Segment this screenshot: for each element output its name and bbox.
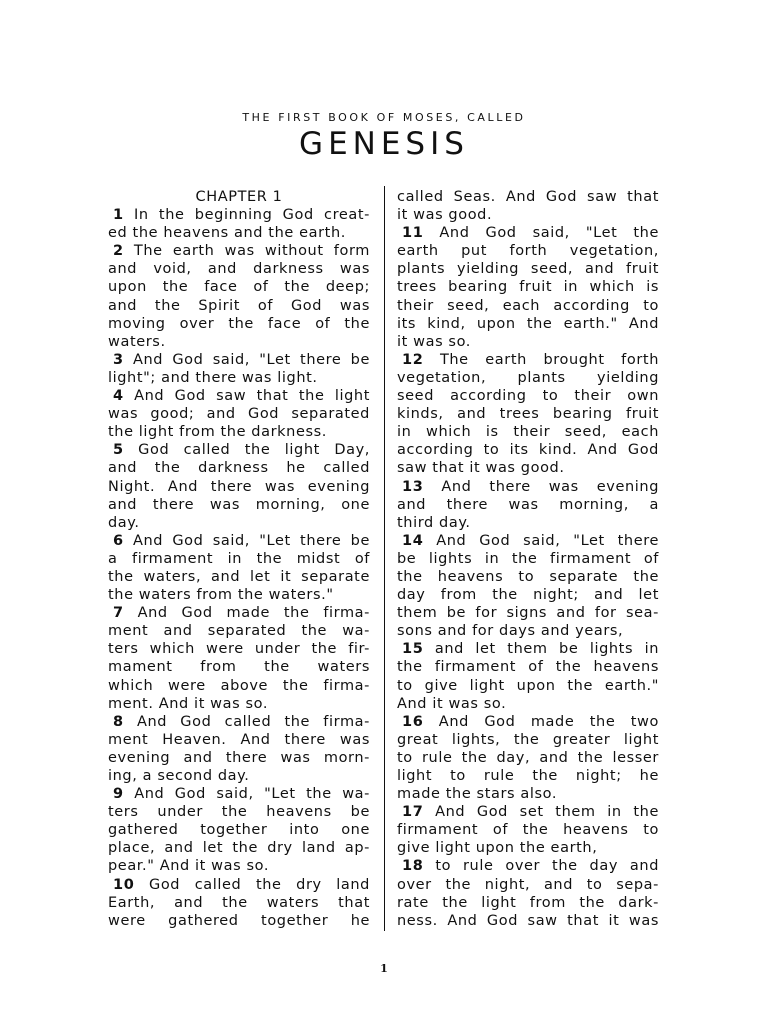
text-column-left (108, 188, 370, 930)
verse-start-line (397, 532, 659, 550)
verse-start-line (397, 351, 659, 369)
text-line (108, 803, 370, 821)
verse-text: to give light upon the earth." (397, 677, 659, 694)
text-line (108, 695, 370, 713)
verse-text: and let them be lights in (434, 641, 659, 658)
verse-number: 1 (113, 207, 124, 224)
text-line (397, 333, 659, 351)
verse-text: over the night, and to sepa- (397, 876, 659, 893)
verse-text: them be for signs and for sea- (397, 605, 659, 622)
text-line (108, 260, 370, 278)
verse-number: 8 (113, 713, 124, 730)
text-line (397, 242, 659, 260)
verse-start-line (108, 387, 370, 405)
verse-text: vegetation, plants yielding (397, 369, 659, 386)
verse-text: plants yielding seed, and fruit (397, 261, 659, 278)
text-line (108, 622, 370, 640)
text-line (108, 749, 370, 767)
verse-text: ters which were under the fir- (108, 641, 370, 658)
verse-text: saw that it was good. (397, 460, 565, 477)
text-line (108, 912, 370, 930)
text-line (397, 785, 659, 803)
verse-text: firmament of the heavens to (397, 822, 659, 839)
verse-text: gathered together into one (108, 822, 370, 839)
verse-text: it was so. (397, 333, 472, 350)
verse-text: moving over the face of the (108, 315, 370, 332)
verse-text: day. (108, 514, 140, 531)
verse-start-line (108, 206, 370, 224)
verse-text: ment Heaven. And there was (108, 731, 370, 748)
verse-number: 9 (113, 786, 124, 803)
verse-number: 17 (402, 804, 424, 821)
text-line (108, 423, 370, 441)
verse-text: And there was evening (441, 478, 659, 495)
verse-number: 18 (402, 858, 424, 875)
verse-text: place, and let the dry land ap- (108, 840, 370, 857)
verse-text: sons and for days and years, (397, 623, 624, 640)
book-subtitle: THE FIRST BOOK OF MOSES, CALLED (242, 111, 526, 124)
text-line (108, 731, 370, 749)
text-line (397, 622, 659, 640)
verse-start-line (397, 713, 659, 731)
verse-text: evening and there was morn- (108, 749, 370, 766)
verse-text: in which is their seed, each (397, 424, 659, 441)
verse-start-line (397, 224, 659, 242)
verse-text: which were above the firma- (108, 677, 370, 694)
text-line (108, 658, 370, 676)
verse-text: light to rule the night; he (397, 768, 659, 784)
verse-number: 3 (113, 351, 124, 368)
verse-text: made the stars also. (397, 786, 558, 803)
text-line (397, 821, 659, 839)
verse-text: it was good. (397, 207, 493, 224)
verse-number: 10 (113, 876, 135, 893)
verse-text: third day. (397, 514, 471, 531)
verse-text: the waters, and let it separate (108, 568, 370, 585)
text-line (397, 496, 659, 514)
verse-text: God called the dry land (149, 876, 370, 893)
verse-start-line (397, 803, 659, 821)
verse-text: and the Spirit of God was (108, 297, 370, 314)
verse-start-line (397, 640, 659, 658)
verse-text: seed according to their own (397, 388, 659, 405)
text-line (108, 640, 370, 658)
column-divider (384, 186, 385, 931)
verse-start-line (108, 441, 370, 459)
verse-start-line (108, 785, 370, 803)
verse-start-line (108, 532, 370, 550)
text-line (108, 459, 370, 477)
verse-text: And God set them in the (435, 804, 659, 821)
verse-text: be lights in the firmament of (397, 550, 659, 567)
verse-text: And God saw that the light (134, 388, 370, 405)
verse-start-line (108, 713, 370, 731)
text-line (397, 405, 659, 423)
verse-number: 12 (402, 351, 424, 368)
verse-number: 11 (402, 225, 424, 242)
text-line (108, 478, 370, 496)
verse-text: waters. (108, 333, 166, 350)
verse-number: 16 (402, 713, 424, 730)
verse-text: ment and separated the wa- (108, 623, 370, 640)
text-line (397, 369, 659, 387)
verse-start-line (108, 351, 370, 369)
verse-text: to rule the day, and the lesser (397, 749, 659, 766)
verse-text: the firmament of the heavens (397, 659, 659, 676)
verse-text: were gathered together he (108, 912, 370, 929)
verse-text: The earth was without form (133, 243, 370, 260)
verse-text: give light upon the earth, (397, 840, 598, 857)
chapter-heading: CHAPTER 1 (195, 189, 283, 205)
verse-text: and there was morning, one (108, 496, 370, 513)
verse-text: And God called the firma- (136, 713, 370, 730)
text-line (108, 839, 370, 857)
verse-number: 15 (402, 641, 424, 658)
text-line (397, 297, 659, 315)
verse-text: And God said, "Let there (436, 532, 659, 549)
text-line (397, 695, 659, 713)
verse-number: 2 (113, 243, 124, 260)
verse-text: ment. And it was so. (108, 695, 269, 712)
text-line (108, 333, 370, 351)
verse-text: and void, and darkness was (108, 261, 370, 278)
verse-text: the heavens to separate the (397, 568, 659, 585)
verse-text: ters under the heavens be (108, 804, 370, 821)
verse-text: ing, a second day. (108, 768, 250, 784)
verse-start-line (108, 876, 370, 894)
text-line (108, 224, 370, 242)
text-line (108, 894, 370, 912)
verse-text: earth put forth vegetation, (397, 243, 659, 260)
verse-text: their seed, each according to (397, 297, 659, 314)
verse-text: And God said, "Let there be (132, 532, 370, 549)
verse-text: ed the heavens and the earth. (108, 225, 346, 242)
verse-text: light"; and there was light. (108, 369, 318, 386)
verse-text: and there was morning, a (397, 496, 659, 513)
verse-text: And God said, "Let the wa- (134, 786, 370, 803)
text-line (397, 658, 659, 676)
text-line (397, 514, 659, 532)
text-line (108, 514, 370, 532)
text-line (397, 839, 659, 857)
page-number: 1 (380, 962, 388, 975)
text-line (397, 387, 659, 405)
verse-number: 14 (402, 532, 424, 549)
text-line (397, 731, 659, 749)
verse-text: was good; and God separated (108, 406, 370, 423)
verse-text: to rule over the day and (435, 858, 659, 875)
verse-text: its kind, upon the earth." And (397, 315, 659, 332)
verse-number: 13 (402, 478, 424, 495)
verse-text: day from the night; and let (397, 587, 659, 604)
text-line (397, 767, 659, 785)
verse-text: trees bearing fruit in which is (397, 279, 659, 296)
text-line (108, 550, 370, 568)
verse-text: and the darkness he called (108, 460, 370, 477)
text-line (397, 278, 659, 296)
verse-number: 4 (113, 388, 124, 405)
text-line (397, 423, 659, 441)
text-line (397, 315, 659, 333)
verse-text: And God made the two (438, 713, 659, 730)
verse-text: kinds, and trees bearing fruit (397, 406, 659, 423)
text-line (397, 260, 659, 278)
verse-text: rate the light from the dark- (397, 894, 659, 911)
text-line (397, 894, 659, 912)
text-line (108, 496, 370, 514)
text-line (108, 677, 370, 695)
verse-text: And God made the firma- (137, 605, 370, 622)
text-line (108, 568, 370, 586)
text-line (108, 857, 370, 875)
text-line (397, 912, 659, 930)
verse-text: pear." And it was so. (108, 858, 270, 875)
text-line (397, 188, 659, 206)
verse-number: 6 (113, 532, 124, 549)
verse-start-line (397, 857, 659, 875)
text-line (397, 586, 659, 604)
verse-text: the waters from the waters." (108, 587, 334, 604)
text-line (108, 369, 370, 387)
verse-text: the light from the darkness. (108, 424, 327, 441)
text-line (108, 405, 370, 423)
verse-text: ness. And God saw that it was (397, 912, 659, 929)
verse-text: The earth brought forth (439, 351, 659, 368)
verse-number: 5 (113, 442, 124, 459)
verse-text: upon the face of the deep; (108, 279, 370, 296)
book-title: GENESIS (299, 126, 469, 162)
verse-text: called Seas. And God saw that (397, 189, 659, 205)
text-line (108, 821, 370, 839)
verse-text: And God said, "Let there be (132, 351, 370, 368)
verse-number: 7 (113, 605, 124, 622)
text-line (397, 550, 659, 568)
verse-text: And God said, "Let the (439, 225, 659, 242)
text-line (397, 749, 659, 767)
text-line (397, 441, 659, 459)
verse-text: great lights, the greater light (397, 731, 659, 748)
text-line (108, 315, 370, 333)
text-line (397, 459, 659, 477)
verse-text: according to its kind. And God (397, 442, 659, 459)
verse-start-line (397, 478, 659, 496)
text-line (108, 586, 370, 604)
verse-text: Earth, and the waters that (108, 894, 370, 911)
verse-text: And it was so. (397, 695, 507, 712)
text-line (108, 278, 370, 296)
text-line (108, 767, 370, 785)
text-line (108, 297, 370, 315)
text-line (397, 876, 659, 894)
verse-text: mament from the waters (108, 659, 370, 676)
verse-text: Night. And there was evening (108, 478, 370, 495)
verse-start-line (108, 242, 370, 260)
verse-start-line (108, 604, 370, 622)
verse-text: God called the light Day, (138, 442, 370, 459)
text-line (397, 568, 659, 586)
text-line (397, 206, 659, 224)
verse-text: In the beginning God creat- (133, 207, 370, 224)
text-column-right (397, 188, 659, 930)
text-line (397, 677, 659, 695)
text-line (397, 604, 659, 622)
verse-text: a firmament in the midst of (108, 550, 370, 567)
